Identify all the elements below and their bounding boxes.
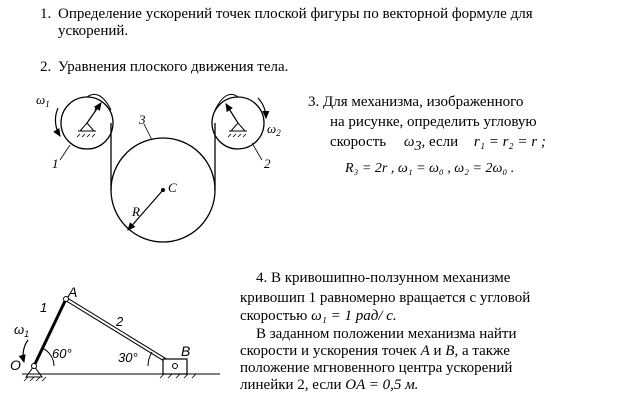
label-link-1: 1 [40,300,48,315]
task4-line5 [240,343,510,360]
task3-omega3-symbol: ω [403,134,415,150]
task4-point-a: A [420,343,430,359]
list-item-1-line2: ускорений. [58,23,129,39]
label-c: C [168,180,177,195]
label-2: 2 [264,156,271,171]
list-item-2-number: 2. [40,59,52,75]
pulley-1-support [80,123,94,131]
task4-line3 [240,308,397,325]
task3-line3-b: , если [421,134,459,150]
task3-line4: R₃ = 2r , ω₁ = ω₀ , ω₂ = 2ω₀ . [345,161,515,176]
task4-line1: 4. В кривошипно-ползунном механизме [256,270,511,286]
task3-omega3 [403,134,422,154]
task3-number: 3. [308,94,320,110]
figure-3-mechanism [30,88,300,248]
label-link-2: 2 [116,314,124,329]
label-a: A [68,284,78,300]
figure-4-crank-slider [2,280,227,395]
label-3: 3 [139,112,146,127]
list-item-1 [40,6,610,46]
task4-point-b: B [445,343,455,359]
label-o: O [10,357,21,373]
task4-line5-a: скорости и ускорения точек [240,343,421,359]
omega1-label: $\omega_1$ [36,92,50,109]
task4-line7-b: OA = 0,5 м. [345,377,419,393]
task4-line7-a: линейки 2, если [240,377,346,393]
omega1-label-4: $\omega_1$ [14,322,30,339]
angle-30-label: 30° [118,350,138,365]
task4-line5-c: и [429,343,446,359]
omega1-arrow [55,108,60,136]
label-R: R [132,204,140,219]
task3-line3 [330,134,546,155]
task4-line5-e: , а также [454,343,510,359]
joint-o [32,364,37,369]
task3-line1-text: Для механизма, изображенного [323,94,524,110]
list-item-1-line1: Определение ускорений точек плоской фигуры по векторной формуле для [58,6,533,22]
label-1: 1 [52,156,59,171]
task3-line3-a: скорость [330,134,387,150]
support-o-hatch [24,377,46,381]
pulley-1-hatch [77,134,95,137]
task3-omega3-sub: 3 [414,139,422,154]
pulley-2-support [231,123,245,131]
task4-line3-a: скоростью [240,308,312,324]
list-item-1-number: 1. [40,6,52,22]
leader-1 [60,145,70,160]
task4-line3-b: ω₁ = 1 рад/ с. [311,308,397,324]
slider-hatch [160,374,196,378]
r-left-label: r [94,103,99,115]
task4-line2: кривошип 1 равномерно вращается с угловой [240,290,531,306]
list-item-2 [40,59,610,77]
task4-line4: В заданном положении механизма найти [256,326,517,342]
list-item-2-text: Уравнения плоского движения тела. [58,59,289,75]
leader-2 [252,143,262,160]
task3-line2: на рисунке, определить угловую [330,114,537,130]
r-right-label: r [226,103,231,115]
task4-line7 [240,377,418,394]
omega2-label: $\omega_2$ [267,121,281,138]
joint-b [173,364,178,369]
task3-condition: r₁ = r₂ = r ; [473,134,546,150]
angle-60-label: 60° [52,346,72,361]
omega1-arrow-4 [23,340,28,362]
label-b: B [181,343,191,359]
task4-line6: положение мгновенного центра ускорений [240,360,513,376]
angle-30-arc [148,352,152,366]
pulley-2-hatch [228,134,246,137]
task3-line1 [308,94,523,111]
